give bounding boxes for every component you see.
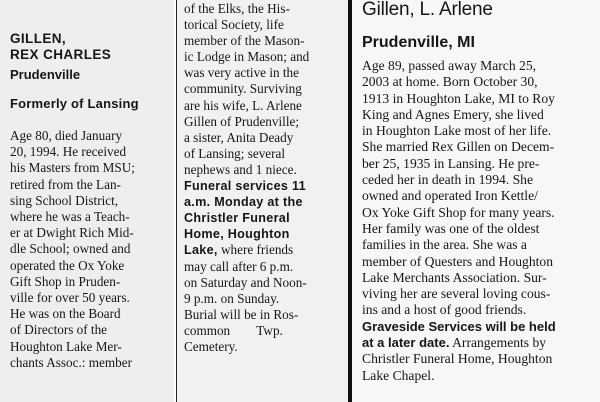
obituary-town: Prudenville, MI	[362, 34, 475, 51]
obituary-body-text: Age 80, died January 20, 1994. He received his Masters from MSU; retired from the Lan- sing School District, where he was a Teach- er at Dwight Rich Mid- dle School; owned and operated the Ox Yoke Gift Shop in Pruden- ville for over 50 years. He was on the Board of Directors of the Houghton Lake Mer- chants Assoc.: member	[10, 128, 135, 370]
obituary-formerly: Formerly of Lansing	[10, 96, 139, 111]
obituary-clipping-arlene-gillen	[352, 0, 600, 402]
obituary-clipping-rex-gillen	[0, 0, 174, 402]
obituary-town: Prudenville	[10, 67, 81, 82]
obituary-name-heading: Gillen, L. Arlene	[362, 0, 493, 20]
obituary-name-heading: GILLEN, REX CHARLES	[10, 31, 112, 62]
continuation-body-text: of the Elks, the His- torical Society, life member of the Mason- ic Lodge in Mason; and was very active in the community. Surviving are his wife, L. Arlene Gillen of Prudenville; a sister, Anita Deady of Lansing; several nephews and 1 niece. Funeral services 11 a.m. Monday at the Christler Funeral Home, Houghton Lake, where friends may call after 6 p.m. on Saturday and Noon- 9 p.m. on Sunday. Burial will be in Ros- common Twp. Cemetery.	[184, 1, 310, 354]
funeral-services-notice: Funeral services 11	[184, 179, 306, 194]
graveside-services-notice: Graveside Services will be held	[362, 318, 556, 334]
obituary-body-text: Age 89, passed away March 25, 2003 at home. Born October 30, 1913 in Houghton Lake, MI to Roy King and Agnes Emery, she lived in Houghton Lake most of her life. She married Rex Gillen on Decem- ber 25, 1935 in Lansing. He pre- ceded her in death in 1994. She owned and operated Iron Kettle/ Ox Yoke Gift Shop for many years. Her family was one of the oldest families in the area. She was a member of Questers and Houghton Lake Merchants Association. Sur- viving her are several loving cous- ins and a host of good friends. Graveside Services will be held at a later date. Arrangements by Christler Funeral Home, Houghton Lake Chapel.	[362, 58, 556, 383]
obituary-clipping-continuation	[176, 0, 348, 402]
